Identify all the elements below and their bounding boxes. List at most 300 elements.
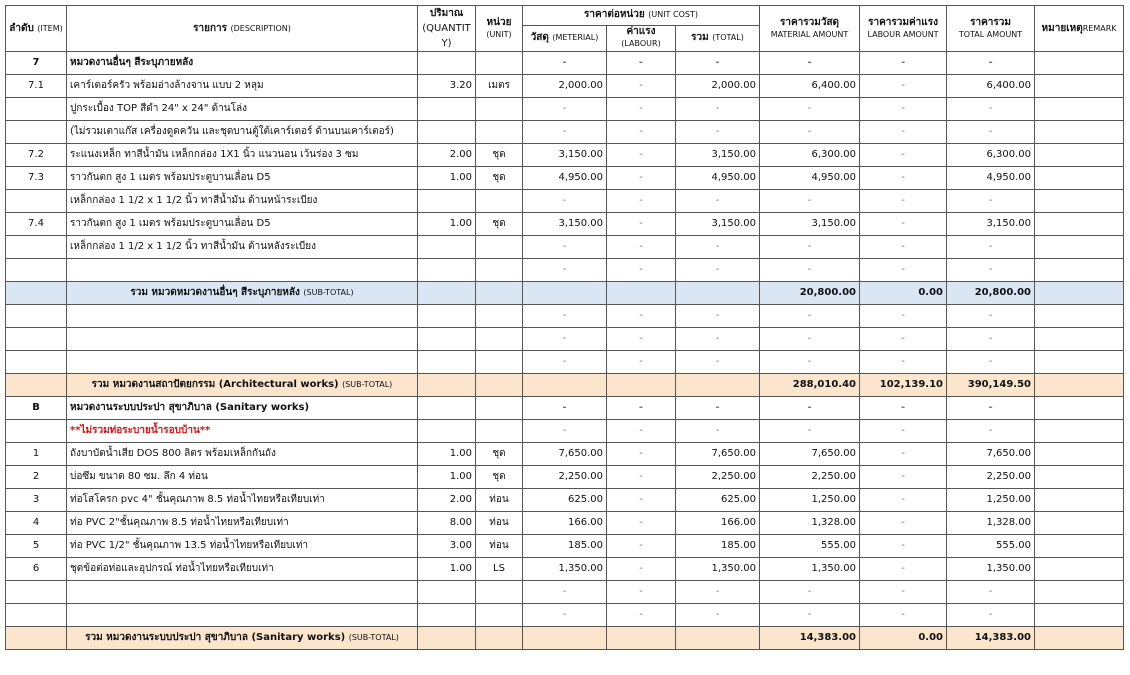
- cell-total-amount: -: [947, 305, 1035, 328]
- cell-labour: -: [607, 167, 676, 190]
- cell-labour-amount: 0.00: [860, 282, 947, 305]
- cell-material-amount: 4,950.00: [760, 167, 860, 190]
- cell-labour-amount: -: [860, 144, 947, 167]
- header-row-1: [6, 6, 1124, 26]
- cell-total-amount: 14,383.00: [947, 627, 1035, 650]
- cell-item: [6, 420, 67, 443]
- section-row: [6, 52, 1124, 75]
- cell-total-amount: 1,250.00: [947, 489, 1035, 512]
- cell-item: [6, 121, 67, 144]
- cell-labour: -: [607, 121, 676, 144]
- cell-unit: [476, 52, 523, 75]
- cell-material: [523, 374, 607, 397]
- cell-labour-amount: -: [860, 489, 947, 512]
- cell-total-amount: -: [947, 397, 1035, 420]
- cell-material: 3,150.00: [523, 144, 607, 167]
- table-row: [6, 236, 1124, 259]
- cell-item: [6, 236, 67, 259]
- cell-material: 166.00: [523, 512, 607, 535]
- cell-remark: [1035, 512, 1124, 535]
- cell-total: -: [676, 52, 760, 75]
- cell-item: [6, 374, 67, 397]
- cell-material-amount: 555.00: [760, 535, 860, 558]
- cell-material: -: [523, 328, 607, 351]
- cell-labour: -: [607, 489, 676, 512]
- cell-total: [676, 627, 760, 650]
- cell-labour-amount: -: [860, 75, 947, 98]
- cell-total: -: [676, 190, 760, 213]
- cell-unit: [476, 351, 523, 374]
- cell-qty: [418, 328, 476, 351]
- cell-labour-amount: -: [860, 328, 947, 351]
- cell-description: หมวดงานอื่นๆ สีระบุภายหลัง: [67, 52, 418, 75]
- cell-description: [67, 305, 418, 328]
- cell-total-amount: -: [947, 190, 1035, 213]
- cell-remark: [1035, 328, 1124, 351]
- cell-remark: [1035, 627, 1124, 650]
- cell-remark: [1035, 604, 1124, 627]
- cell-total: 2,000.00: [676, 75, 760, 98]
- cell-unit: เมตร: [476, 75, 523, 98]
- boq-table: [5, 5, 1124, 650]
- cell-labour: [607, 374, 676, 397]
- table-row: [6, 305, 1124, 328]
- cell-total-amount: -: [947, 259, 1035, 282]
- cell-material: -: [523, 52, 607, 75]
- table-row: [6, 144, 1124, 167]
- table-row: [6, 328, 1124, 351]
- subtotal-label-en: (SUB-TOTAL): [303, 288, 354, 297]
- cell-total: -: [676, 236, 760, 259]
- cell-total: -: [676, 98, 760, 121]
- cell-labour: -: [607, 351, 676, 374]
- cell-unit: [476, 328, 523, 351]
- cell-description: ท่อโสโครก pvc 4" ชั้นคุณภาพ 8.5 ท่อน้ำไทยหรือเทียบเท่า: [67, 489, 418, 512]
- cell-item: 7.4: [6, 213, 67, 236]
- cell-labour: [607, 282, 676, 305]
- cell-qty: 1.00: [418, 167, 476, 190]
- cell-item: 7.3: [6, 167, 67, 190]
- cell-material-amount: -: [760, 98, 860, 121]
- table-row: [6, 420, 1124, 443]
- cell-labour: -: [607, 420, 676, 443]
- cell-description: ปูกระเบื้อง TOP สีดำ 24" x 24" ด้านโล่ง: [67, 98, 418, 121]
- cell-material-amount: 6,300.00: [760, 144, 860, 167]
- cell-unit: [476, 121, 523, 144]
- cell-item: [6, 190, 67, 213]
- cell-remark: [1035, 167, 1124, 190]
- header-labour: ค่าแรง (LABOUR): [607, 25, 676, 51]
- cell-unit: ท่อน: [476, 535, 523, 558]
- cell-labour-amount: -: [860, 259, 947, 282]
- cell-total: [676, 374, 760, 397]
- cell-description: ราวกันตก สูง 1 เมตร พร้อมประตูบานเลื่อน D5: [67, 167, 418, 190]
- cell-remark: [1035, 282, 1124, 305]
- cell-material: -: [523, 305, 607, 328]
- cell-remark: [1035, 420, 1124, 443]
- table-row: [6, 259, 1124, 282]
- cell-labour: -: [607, 52, 676, 75]
- cell-item: [6, 351, 67, 374]
- cell-total-amount: 390,149.50: [947, 374, 1035, 397]
- cell-item: [6, 581, 67, 604]
- cell-total-amount: -: [947, 52, 1035, 75]
- cell-item: 5: [6, 535, 67, 558]
- table-row: [6, 75, 1124, 98]
- subtotal-label-en: (SUB-TOTAL): [348, 633, 399, 642]
- cell-labour: -: [607, 535, 676, 558]
- cell-labour: -: [607, 328, 676, 351]
- cell-labour-amount: -: [860, 420, 947, 443]
- cell-remark: [1035, 121, 1124, 144]
- cell-labour-amount: -: [860, 604, 947, 627]
- header-material: วัสดุ (METERIAL): [523, 25, 607, 51]
- cell-description: เหล็กกล่อง 1 1/2 x 1 1/2 นิ้ว ทาสีน้ำมัน ด้านหลังระเบียง: [67, 236, 418, 259]
- table-row: [6, 167, 1124, 190]
- cell-qty: [418, 351, 476, 374]
- cell-description: บ่อซึม ขนาด 80 ซม. ลึก 4 ท่อน: [67, 466, 418, 489]
- table-row: [6, 98, 1124, 121]
- table-row: [6, 512, 1124, 535]
- cell-description: ระแนงเหล็ก ทาสีน้ำมัน เหล็กกล่อง 1X1 นิ้ว แนวนอน เว้นร่อง 3 ซม: [67, 144, 418, 167]
- cell-unit: [476, 581, 523, 604]
- cell-total-amount: 7,650.00: [947, 443, 1035, 466]
- cell-unit: [476, 282, 523, 305]
- cell-material-amount: 6,400.00: [760, 75, 860, 98]
- cell-labour-amount: -: [860, 535, 947, 558]
- cell-unit: LS: [476, 558, 523, 581]
- cell-material-amount: -: [760, 52, 860, 75]
- cell-labour-amount: -: [860, 305, 947, 328]
- cell-material-amount: -: [760, 328, 860, 351]
- cell-total: 2,250.00: [676, 466, 760, 489]
- table-row: [6, 558, 1124, 581]
- subtotal-label: รวม หมวดงานระบบประปา สุขาภิบาล (Sanitary works): [85, 632, 346, 643]
- cell-qty: 8.00: [418, 512, 476, 535]
- cell-material: -: [523, 98, 607, 121]
- cell-description: ถังบาบัดน้ำเสีย DOS 800 ลิตร พร้อมเหล็กกันถัง: [67, 443, 418, 466]
- cell-labour-amount: -: [860, 167, 947, 190]
- cell-qty: [418, 397, 476, 420]
- cell-description: ชุดข้อต่อท่อและอุปกรณ์ ท่อน้ำไทยหรือเทียบเท่า: [67, 558, 418, 581]
- table-row: [6, 581, 1124, 604]
- cell-description: ราวกันตก สูง 1 เมตร พร้อมประตูบานเลื่อน D5: [67, 213, 418, 236]
- cell-qty: [418, 259, 476, 282]
- cell-unit: [476, 374, 523, 397]
- cell-qty: [418, 581, 476, 604]
- cell-total: -: [676, 259, 760, 282]
- cell-labour-amount: -: [860, 190, 947, 213]
- header-material-amount: ราคารวมวัสดุ MATERIAL AMOUNT: [760, 6, 860, 52]
- header-labour-amount: ราคารวมค่าแรง LABOUR AMOUNT: [860, 6, 947, 52]
- cell-material-amount: 1,350.00: [760, 558, 860, 581]
- cell-qty: 1.00: [418, 443, 476, 466]
- cell-total: -: [676, 581, 760, 604]
- cell-total-amount: -: [947, 420, 1035, 443]
- cell-description: ท่อ PVC 2"ชั้นคุณภาพ 8.5 ท่อน้ำไทยหรือเทียบเท่า: [67, 512, 418, 535]
- cell-qty: [418, 374, 476, 397]
- cell-labour-amount: -: [860, 351, 947, 374]
- cell-material: 2,000.00: [523, 75, 607, 98]
- cell-item: B: [6, 397, 67, 420]
- cell-labour: -: [607, 305, 676, 328]
- cell-item: 1: [6, 443, 67, 466]
- cell-total-amount: 1,350.00: [947, 558, 1035, 581]
- table-row: [6, 489, 1124, 512]
- cell-unit: [476, 627, 523, 650]
- subtotal-label-en: (SUB-TOTAL): [342, 380, 393, 389]
- cell-labour-amount: -: [860, 121, 947, 144]
- cell-labour-amount: -: [860, 443, 947, 466]
- cell-material: -: [523, 259, 607, 282]
- cell-material: 7,650.00: [523, 443, 607, 466]
- table-row: [6, 190, 1124, 213]
- cell-material-amount: 1,328.00: [760, 512, 860, 535]
- cell-unit: ชุด: [476, 213, 523, 236]
- cell-labour: -: [607, 466, 676, 489]
- cell-labour: -: [607, 236, 676, 259]
- cell-labour: -: [607, 443, 676, 466]
- cell-material: 3,150.00: [523, 213, 607, 236]
- cell-material-amount: -: [760, 351, 860, 374]
- cell-qty: [418, 98, 476, 121]
- cell-material: 185.00: [523, 535, 607, 558]
- cell-total-amount: 20,800.00: [947, 282, 1035, 305]
- cell-remark: [1035, 558, 1124, 581]
- cell-material-amount: -: [760, 420, 860, 443]
- cell-labour-amount: -: [860, 466, 947, 489]
- cell-material: -: [523, 190, 607, 213]
- cell-qty: 3.00: [418, 535, 476, 558]
- cell-material-amount: 14,383.00: [760, 627, 860, 650]
- cell-subtotal-label: [67, 627, 418, 650]
- cell-material-amount: 20,800.00: [760, 282, 860, 305]
- table-row: [6, 121, 1124, 144]
- cell-total: 185.00: [676, 535, 760, 558]
- subtotal-row: [6, 627, 1124, 650]
- cell-remark: [1035, 351, 1124, 374]
- cell-qty: 1.00: [418, 213, 476, 236]
- cell-total: -: [676, 397, 760, 420]
- cell-item: [6, 328, 67, 351]
- cell-remark: [1035, 305, 1124, 328]
- cell-material: -: [523, 604, 607, 627]
- cell-total-amount: 555.00: [947, 535, 1035, 558]
- cell-unit: [476, 305, 523, 328]
- cell-remark: [1035, 443, 1124, 466]
- header-unit-cost: ราคาต่อหน่วย (UNIT COST): [523, 6, 760, 26]
- subtotal-row: [6, 282, 1124, 305]
- cell-item: [6, 604, 67, 627]
- cell-remark: [1035, 535, 1124, 558]
- header-description: รายการ (DESCRIPTION): [67, 6, 418, 52]
- cell-remark: [1035, 397, 1124, 420]
- cell-labour: [607, 627, 676, 650]
- cell-total-amount: -: [947, 581, 1035, 604]
- cell-total-amount: -: [947, 351, 1035, 374]
- cell-description: [67, 604, 418, 627]
- cell-labour-amount: -: [860, 236, 947, 259]
- cell-total: 7,650.00: [676, 443, 760, 466]
- cell-remark: [1035, 98, 1124, 121]
- cell-remark: [1035, 190, 1124, 213]
- cell-remark: [1035, 213, 1124, 236]
- cell-labour-amount: -: [860, 397, 947, 420]
- cell-material: [523, 282, 607, 305]
- cell-description: **ไม่รวมท่อระบายน้ำรอบบ้าน**: [67, 420, 418, 443]
- cell-total: -: [676, 351, 760, 374]
- cell-total: 4,950.00: [676, 167, 760, 190]
- cell-qty: [418, 305, 476, 328]
- cell-labour: -: [607, 98, 676, 121]
- cell-item: 7.2: [6, 144, 67, 167]
- cell-total: -: [676, 604, 760, 627]
- cell-material: 1,350.00: [523, 558, 607, 581]
- cell-unit: ท่อน: [476, 489, 523, 512]
- cell-labour: -: [607, 581, 676, 604]
- cell-material-amount: -: [760, 121, 860, 144]
- cell-item: 7: [6, 52, 67, 75]
- table-row: [6, 466, 1124, 489]
- cell-item: [6, 98, 67, 121]
- header-unit: หน่วย (UNIT): [476, 6, 523, 52]
- cell-description: เคาร์เตอร์ครัว พร้อมอ่างล้างจาน แบบ 2 หลุม: [67, 75, 418, 98]
- cell-total: [676, 282, 760, 305]
- cell-unit: [476, 98, 523, 121]
- cell-remark: [1035, 52, 1124, 75]
- cell-qty: 1.00: [418, 466, 476, 489]
- cell-material: 4,950.00: [523, 167, 607, 190]
- cell-unit: [476, 420, 523, 443]
- cell-total: 3,150.00: [676, 144, 760, 167]
- cell-total-amount: 1,328.00: [947, 512, 1035, 535]
- cell-item: 2: [6, 466, 67, 489]
- cell-remark: [1035, 259, 1124, 282]
- cell-unit: ชุด: [476, 144, 523, 167]
- cell-labour-amount: -: [860, 213, 947, 236]
- cell-subtotal-label: [67, 374, 418, 397]
- cell-material: -: [523, 351, 607, 374]
- cell-labour-amount: -: [860, 512, 947, 535]
- header-total: รวม (TOTAL): [676, 25, 760, 51]
- cell-description: เหล็กกล่อง 1 1/2 x 1 1/2 นิ้ว ทาสีน้ำมัน ด้านหน้าระเบียง: [67, 190, 418, 213]
- cell-total: 1,350.00: [676, 558, 760, 581]
- cell-total-amount: 4,950.00: [947, 167, 1035, 190]
- cell-unit: ชุด: [476, 167, 523, 190]
- cell-qty: 2.00: [418, 144, 476, 167]
- cell-qty: 2.00: [418, 489, 476, 512]
- cell-unit: [476, 604, 523, 627]
- cell-total-amount: -: [947, 98, 1035, 121]
- cell-remark: [1035, 374, 1124, 397]
- cell-description: (ไม่รวมเตาแก๊ส เครื่องดูดควัน และชุดบานตู้ใต้เคาร์เตอร์ ด้านบนเคาร์เตอร์): [67, 121, 418, 144]
- cell-remark: [1035, 466, 1124, 489]
- cell-total-amount: 2,250.00: [947, 466, 1035, 489]
- cell-labour-amount: -: [860, 581, 947, 604]
- cell-description: ท่อ PVC 1/2" ชั้นคุณภาพ 13.5 ท่อน้ำไทยหรือเทียบเท่า: [67, 535, 418, 558]
- cell-unit: ชุด: [476, 466, 523, 489]
- cell-total-amount: -: [947, 604, 1035, 627]
- cell-material-amount: -: [760, 397, 860, 420]
- cell-qty: [418, 604, 476, 627]
- table-row: [6, 604, 1124, 627]
- cell-labour: -: [607, 397, 676, 420]
- cell-qty: [418, 121, 476, 144]
- cell-qty: [418, 236, 476, 259]
- cell-labour-amount: -: [860, 98, 947, 121]
- cell-item: [6, 282, 67, 305]
- cell-material: -: [523, 581, 607, 604]
- table-body: [6, 52, 1124, 650]
- table-row: [6, 351, 1124, 374]
- cell-labour: -: [607, 512, 676, 535]
- cell-description: [67, 259, 418, 282]
- subtotal-label: รวม หมวดหมวดงานอื่นๆ สีระบุภายหลัง: [130, 287, 300, 298]
- cell-item: 4: [6, 512, 67, 535]
- header-total-amount: ราคารวม TOTAL AMOUNT: [947, 6, 1035, 52]
- cell-unit: [476, 259, 523, 282]
- cell-labour-amount: -: [860, 558, 947, 581]
- cell-material-amount: -: [760, 604, 860, 627]
- cell-item: [6, 305, 67, 328]
- cell-remark: [1035, 144, 1124, 167]
- cell-total-amount: -: [947, 121, 1035, 144]
- cell-item: [6, 627, 67, 650]
- cell-description: [67, 581, 418, 604]
- cell-material-amount: -: [760, 190, 860, 213]
- cell-material: [523, 627, 607, 650]
- cell-labour: -: [607, 213, 676, 236]
- cell-total: -: [676, 121, 760, 144]
- cell-remark: [1035, 581, 1124, 604]
- cell-labour: -: [607, 144, 676, 167]
- cell-remark: [1035, 489, 1124, 512]
- cell-total: -: [676, 328, 760, 351]
- table-row: [6, 213, 1124, 236]
- cell-material-amount: -: [760, 305, 860, 328]
- cell-labour: -: [607, 190, 676, 213]
- cell-labour-amount: -: [860, 52, 947, 75]
- cell-labour-amount: 0.00: [860, 627, 947, 650]
- cell-subtotal-label: [67, 282, 418, 305]
- cell-material-amount: -: [760, 581, 860, 604]
- cell-labour: -: [607, 558, 676, 581]
- cell-item: 3: [6, 489, 67, 512]
- cell-material: 2,250.00: [523, 466, 607, 489]
- cell-unit: [476, 397, 523, 420]
- cell-material-amount: 1,250.00: [760, 489, 860, 512]
- cell-qty: [418, 190, 476, 213]
- cell-qty: [418, 627, 476, 650]
- cell-remark: [1035, 236, 1124, 259]
- cell-unit: [476, 190, 523, 213]
- cell-qty: [418, 52, 476, 75]
- cell-qty: [418, 282, 476, 305]
- cell-material: -: [523, 397, 607, 420]
- cell-material-amount: 3,150.00: [760, 213, 860, 236]
- cell-total: 3,150.00: [676, 213, 760, 236]
- cell-unit: [476, 236, 523, 259]
- cell-total: -: [676, 305, 760, 328]
- cell-material-amount: 288,010.40: [760, 374, 860, 397]
- cell-remark: [1035, 75, 1124, 98]
- cell-labour: -: [607, 604, 676, 627]
- cell-qty: 3.20: [418, 75, 476, 98]
- cell-total: -: [676, 420, 760, 443]
- cell-material-amount: 7,650.00: [760, 443, 860, 466]
- cell-labour: -: [607, 259, 676, 282]
- cell-material: -: [523, 420, 607, 443]
